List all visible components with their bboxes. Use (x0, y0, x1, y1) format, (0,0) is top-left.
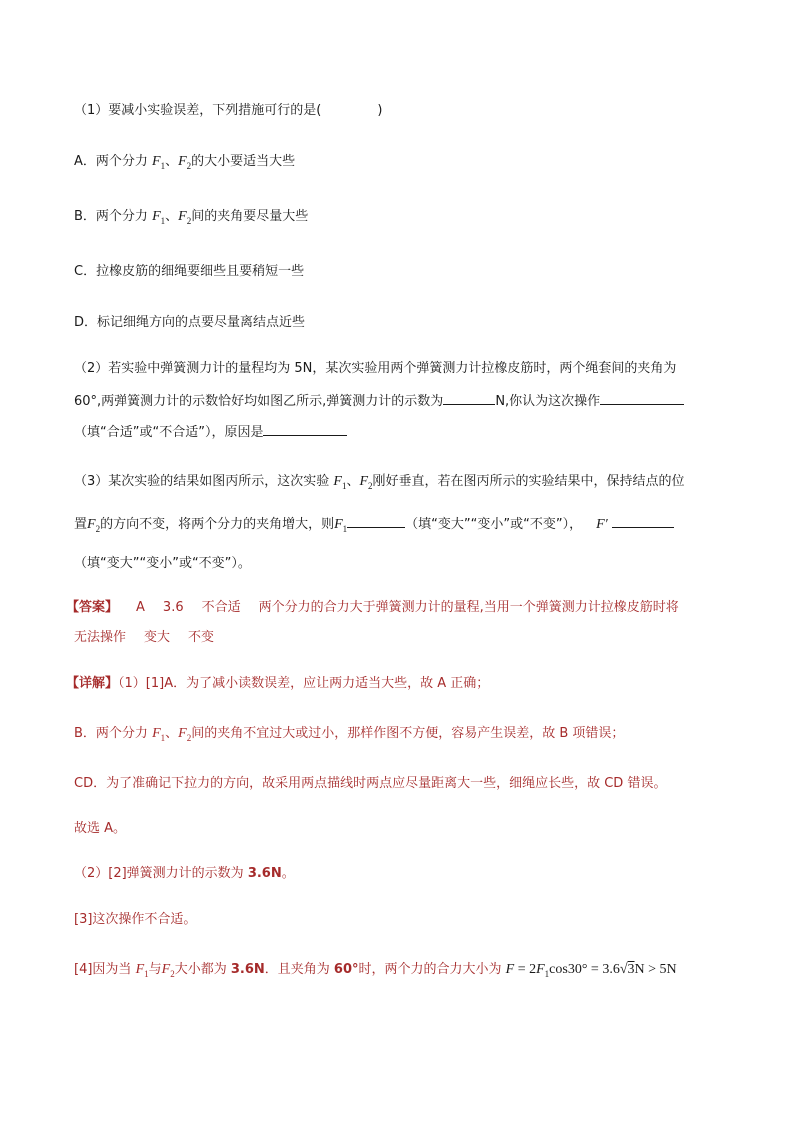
answer-1: A (136, 600, 145, 615)
f1-symbol: $F_1$ (333, 474, 347, 491)
f2-symbol: $F_2$ (161, 962, 175, 979)
f2-symbol: $F_2$ (178, 154, 192, 171)
detail-line-6: [3]这次操作不合适。 (74, 912, 197, 927)
detail-line-5: （2）[2]弹簧测力计的示数为 3.6N。 (74, 866, 295, 881)
f1-symbol: $F_1$ (334, 517, 348, 534)
q1-stem: （1）要减小实验误差，下列措施可行的是( ) (74, 103, 383, 118)
q2-reason-blank[interactable] (263, 421, 347, 436)
answer-6: 不变 (188, 630, 215, 645)
q1-option-b[interactable]: B．两个分力 $F_1$、$F_2$间的夹角要尽量大些 (74, 209, 309, 226)
f1-symbol: $F_1$ (152, 209, 166, 226)
q2-line-2: 60°,两弹簧测力计的示数恰好均如图乙所示,弹簧测力计的示数为 N,你认为这次操作 (74, 390, 684, 412)
f1-symbol: $F_1$ (152, 154, 166, 171)
detail-line-4: 故选 A。 (74, 821, 127, 836)
answer-2: 3.6 (162, 600, 184, 615)
f1-symbol: $F_1$ (135, 962, 149, 979)
q3-line-2: 置$F_2$的方向不变，将两个分力的夹角增大，则$F_1$ （填“变大”“变小”或“不变”）， F′ (74, 513, 674, 539)
q3-line-1: （3）某次实验的结果如图丙所示，这次实验 $F_1$、$F_2$刚好垂直，若在图丙所示的实验结果中，保持结点的位 (74, 474, 685, 491)
q2-reading-blank[interactable] (443, 390, 495, 405)
q3-f1-blank[interactable] (347, 513, 405, 528)
f2-symbol: $F_2$ (178, 726, 192, 743)
f1-symbol: $F_1$ (536, 962, 550, 979)
detail-line-3: CD．为了准确记下拉力的方向，故采用两点描线时两点应尽量距离大一些，细绳应长些，故 CD 错误。 (74, 776, 667, 791)
q1-option-d[interactable]: D．标记细绳方向的点要尽量离结点近些 (74, 315, 306, 330)
q2-line-1: （2）若实验中弹簧测力计的量程均为 5N，某次实验用两个弹簧测力计拉橡皮筋时，两个绳套间的夹角为 (74, 361, 677, 376)
answer-5: 变大 (144, 630, 171, 645)
detail-line-1: 【详解】（1）[1]A．为了减小读数误差，应让两力适当大些，故 A 正确； (66, 676, 490, 691)
f2-symbol: $F_2$ (359, 474, 373, 491)
answer-label: 【答案】 (66, 600, 119, 615)
f1-symbol: $F_1$ (152, 726, 166, 743)
f2-symbol: $F_2$ (87, 517, 101, 534)
q3-line-3: （填“变大”“变小”或“不变”）。 (74, 556, 251, 571)
detail-label: 【详解】 (66, 676, 119, 691)
q2-suitability-blank[interactable] (600, 390, 684, 405)
detail-line-2: B．两个分力 $F_1$、$F_2$间的夹角不宜过大或过小，那样作图不方便，容易产生误差，故 B 项错误； (74, 726, 625, 743)
f2-symbol: $F_2$ (178, 209, 192, 226)
answer-3: 不合适 (201, 600, 241, 615)
q1-option-c[interactable]: C．拉橡皮筋的细绳要细些且要稍短一些 (74, 264, 305, 279)
answer-4: 两个分力的合力大于弹簧测力计的量程,当用一个弹簧测力计拉橡皮筋时将 (258, 600, 679, 615)
q1-option-a[interactable]: A．两个分力 $F_1$、$F_2$的大小要适当大些 (74, 154, 296, 171)
answer-line-1 (66, 598, 679, 618)
detail-line-7: [4]因为当 $F_1$与$F_2$大小都为 3.6N．且夹角为 60°时，两个力的合力大小为 $F = 2F_1\cos 30^\circ = 3.6√3N > 5N$ (74, 962, 677, 979)
q2-line-3: （填“合适”或“不合适”），原因是 (74, 421, 347, 443)
sqrt-icon: √ (619, 962, 628, 977)
q3-fprime-blank[interactable] (612, 513, 674, 528)
fprime-symbol: F′ (596, 517, 608, 532)
answer-line-2: 无法操作 变大 不变 (74, 630, 215, 645)
resultant-formula: $F = 2F_1\cos 30^\circ = 3.6√3N > 5N$ (505, 962, 677, 979)
